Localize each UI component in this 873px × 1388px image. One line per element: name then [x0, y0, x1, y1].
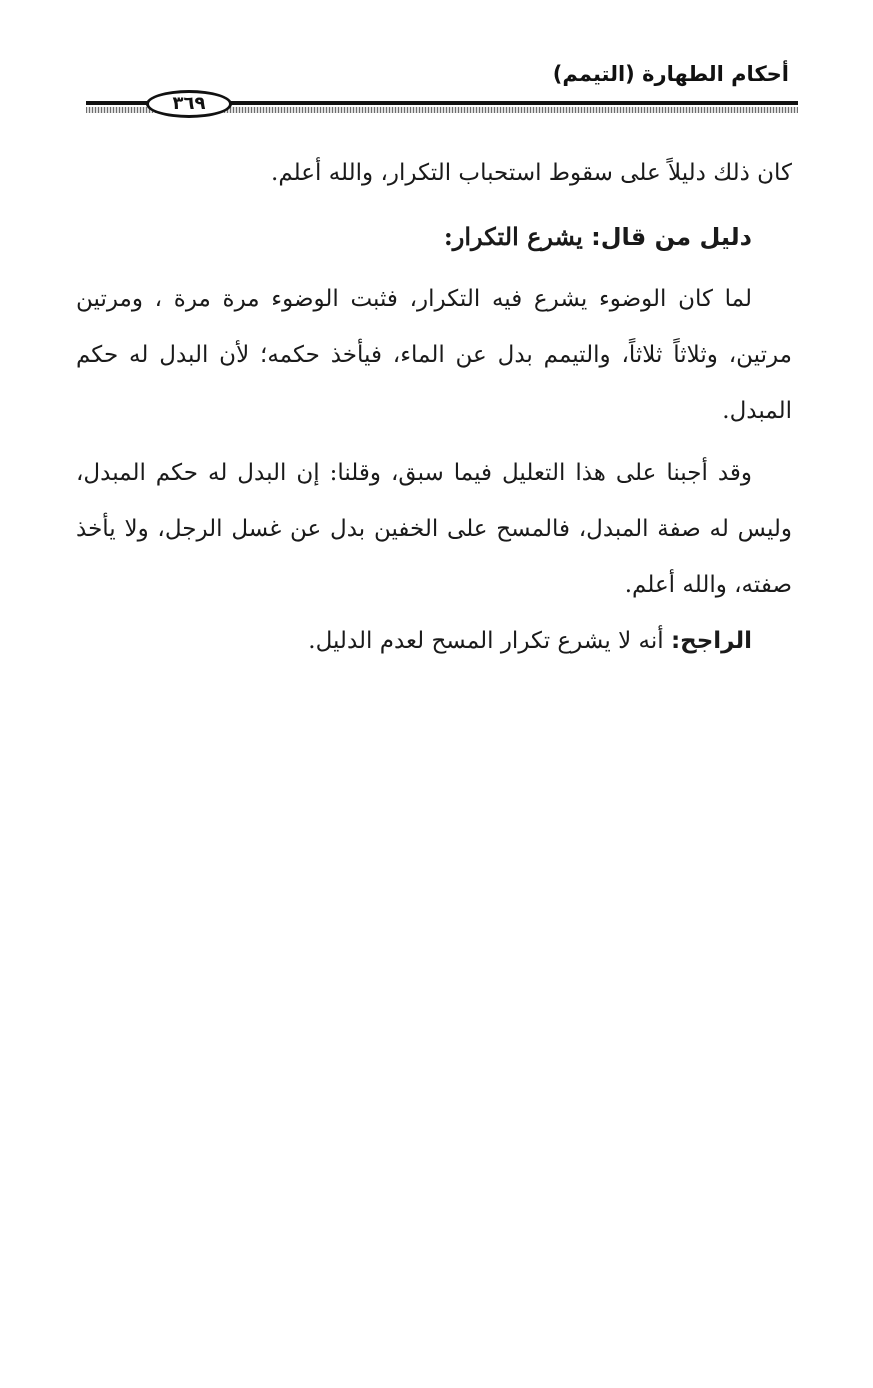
page-number-badge: [146, 90, 232, 118]
page-number: ٣٦٩: [172, 93, 206, 114]
paragraph-4: [76, 613, 792, 669]
preferred-view-text: أنه لا يشرع تكرار المسح لعدم الدليل.: [308, 628, 664, 654]
section-heading-label: دليل من قال:: [591, 223, 752, 251]
section-heading: [76, 209, 792, 265]
body-text: [76, 145, 792, 669]
section-heading-text: يشرع التكرار:: [443, 222, 583, 251]
paragraph-3: وقد أجبنا على هذا التعليل فيما سبق، وقلنا: إن البدل له حكم المبدل، وليس له صفة المبدل، فالمسح على الخفين بدل عن غسل الرجل، ولا يأخذ صفته، والله أعلم.: [76, 460, 792, 598]
running-title: أحكام الطهارة (التيمم): [552, 62, 789, 86]
paragraph-2: لما كان الوضوء يشرع فيه التكرار، فثبت الوضوء مرة مرة ، ومرتين مرتين، وثلاثاً ثلاثاً، والتيمم بدل عن الماء، فيأخذ حكمه؛ لأن البدل له حكم المبدل.: [76, 286, 792, 424]
paragraph-1: كان ذلك دليلاً على سقوط استحباب التكرار، والله أعلم.: [271, 160, 792, 186]
preferred-view-label: الراجح:: [670, 628, 752, 654]
header-rule: [86, 90, 798, 120]
